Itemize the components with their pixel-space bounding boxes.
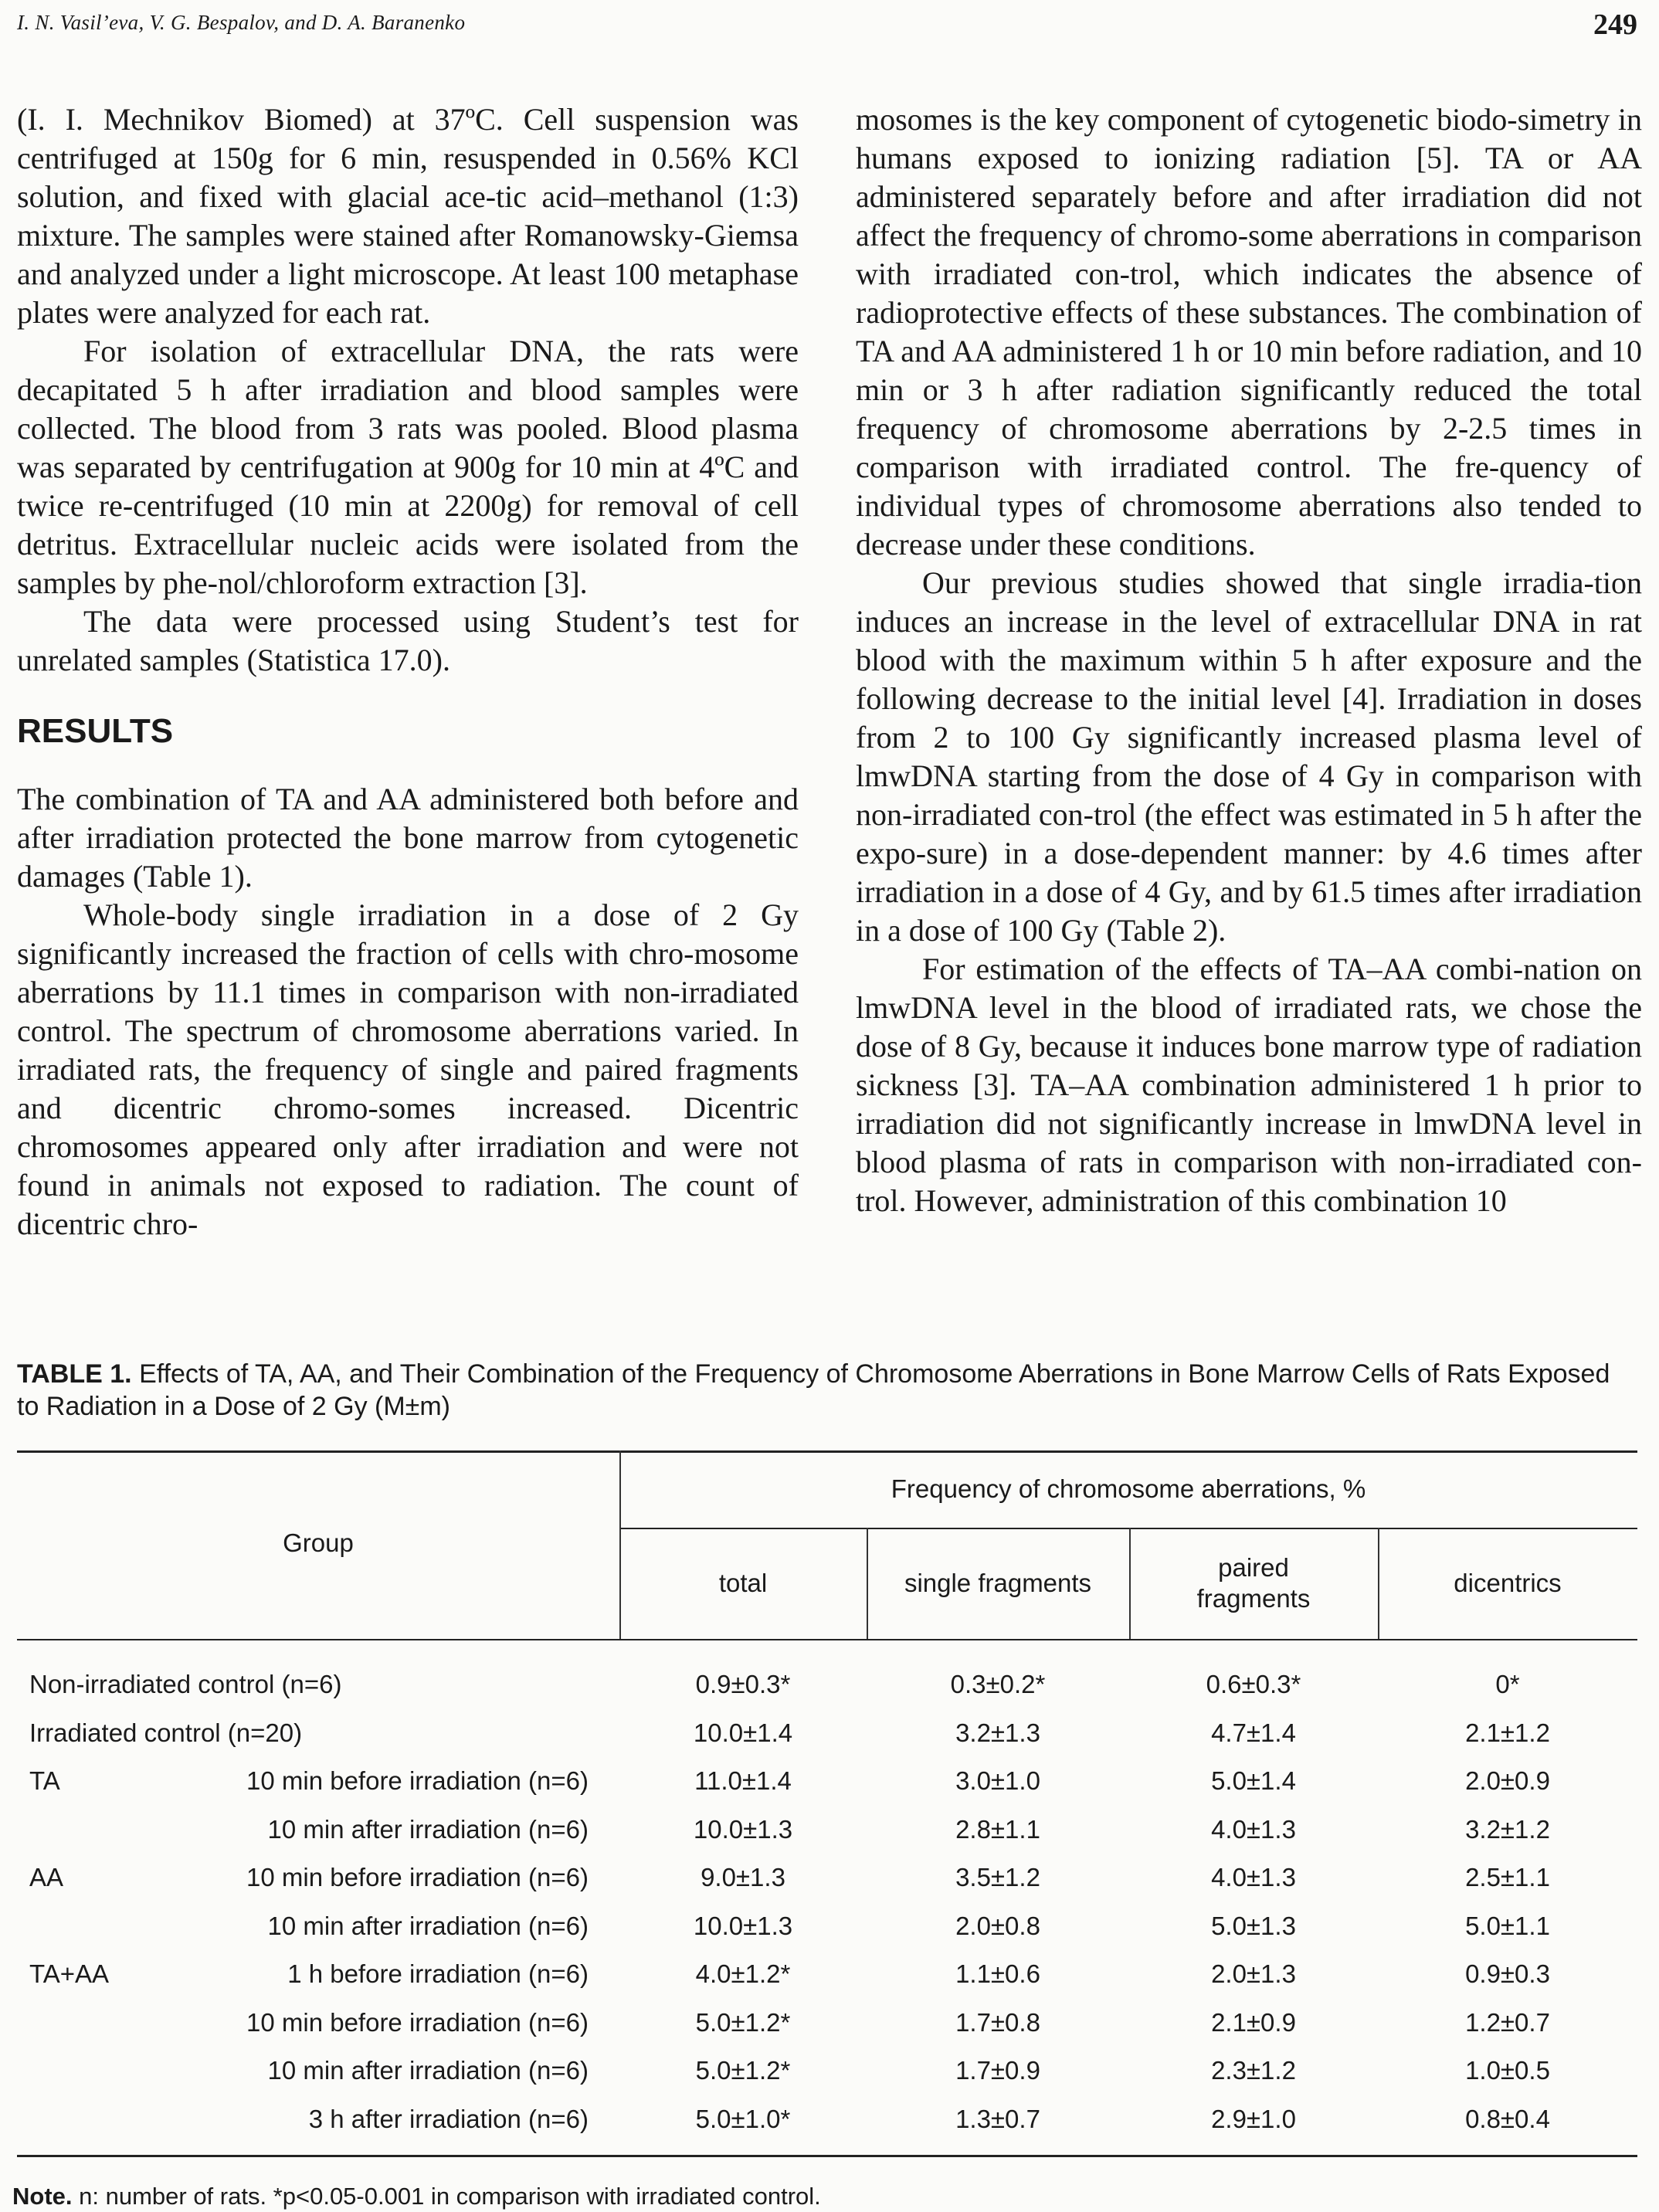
table-cell: 3.2±1.2 (1465, 1814, 1550, 1844)
paragraph: mosomes is the key component of cytogenetic biodo-simetry in humans exposed to ionizing radiation [5]. TA or AA administered separately before and after irradiation did not affect the frequency of chromo-some aberrations in comparison with irradiated con-trol, which indicates the absence of radioprotective effects of these substances. The combination of TA and AA administered 1 h or 10 min before radiation, and 10 min or 3 h after radiation significantly reduced the total frequency of chromosome aberrations by 2-2.5 times in comparison with irradiated control. The fre-quency of individual types of chromosome aberrations also tended to decrease under these conditions. (856, 102, 1642, 561)
page-number: 249 (1593, 8, 1637, 41)
table-cell: 4.0±1.2* (695, 1959, 791, 1988)
table-cell: 1.1±0.6 (955, 1959, 1040, 1988)
table-rule (17, 2155, 1637, 2157)
table-cell: 5.0±1.0* (695, 2104, 791, 2133)
table-cell: 1.7±0.9 (955, 2056, 1040, 2085)
table-caption (17, 1358, 1639, 1423)
table-caption-text: Effects of TA, AA, and Their Combination of the Frequency of Chromosome Aberrations in Bone Marrow Cells of Rats Exposed to Radiation in a Dose of 2 Gy (M±m) (17, 1359, 1610, 1421)
table-rule (17, 1450, 1637, 1453)
table-cell: 11.0±1.4 (694, 1766, 792, 1795)
row-group-label: TA+AA (29, 1959, 110, 1988)
table-cell: 4.0±1.3 (1211, 1814, 1296, 1844)
table-cell: 0.9±0.3 (1465, 1959, 1550, 1988)
running-header-authors: I. N. Vasil’eva, V. G. Bespalov, and D. A. Baranenko (17, 11, 466, 34)
table-cell: 4.0±1.3 (1211, 1863, 1296, 1891)
row-group-label: Irradiated control (n=20) (29, 1718, 303, 1747)
row-condition-label: 10 min before irradiation (n=6) (246, 2007, 589, 2037)
table-cell: 9.0±1.3 (701, 1863, 785, 1891)
note-label: Note. (12, 2183, 73, 2210)
section-heading: RESULTS (17, 712, 174, 750)
table-cell: 2.0±0.9 (1465, 1766, 1550, 1795)
table-rule (17, 1639, 1637, 1640)
table-cell: 1.3±0.7 (955, 2104, 1040, 2133)
table-cell: 2.0±1.3 (1211, 1959, 1296, 1988)
table-cell: 10.0±1.3 (693, 1814, 793, 1844)
table-cell: 0* (1495, 1670, 1520, 1698)
row-condition-label: 10 min after irradiation (n=6) (267, 1814, 589, 1844)
table-cell: 5.0±1.2* (695, 2007, 791, 2037)
table-cell: 5.0±1.4 (1211, 1766, 1296, 1795)
paragraph: The combination of TA and AA administered both before and after irradiation protected the bone marrow from cytogenetic damages (Table 1). (17, 782, 799, 894)
paragraph: Our previous studies showed that single irradia-tion induces an increase in the level of extracellular DNA in rat blood with the maximum within 5 h after exposure and the following decrease to the initial level [4]. Irradiation in doses from 2 to 100 Gy significantly increased plasma level of lmwDNA starting from the dose of 4 Gy in comparison with non-irradiated con-trol (the effect was estimated in 5 h after the expo-sure) in a dose-dependent manner: by 4.6 times after irradiation in a dose of 4 Gy, and by 61.5 times after irradiation in a dose of 100 Gy (Table 2). (856, 565, 1642, 948)
table-cell: 2.3±1.2 (1211, 2056, 1296, 2085)
table-cell: 2.8±1.1 (955, 1814, 1040, 1844)
table-cell: 5.0±1.3 (1211, 1911, 1296, 1940)
note-text: n: number of rats. *p<0.05-0.001 in comparison with irradiated control. (79, 2183, 821, 2210)
paragraph: The data were processed using Student’s test for unrelated samples (Statistica 17.0). (17, 604, 799, 677)
column-header: single fragments (904, 1569, 1092, 1597)
column-header: dicentrics (1454, 1569, 1562, 1597)
table-cell: 2.1±1.2 (1465, 1718, 1550, 1747)
row-condition-label: 10 min before irradiation (n=6) (246, 1766, 589, 1795)
table-cell: 0.6±0.3* (1206, 1670, 1301, 1698)
row-condition-label: 10 min before irradiation (n=6) (246, 1863, 589, 1891)
table-label: TABLE 1. (17, 1359, 132, 1389)
table-cell: 4.7±1.4 (1211, 1718, 1296, 1747)
row-condition-label: 10 min after irradiation (n=6) (267, 2056, 589, 2085)
table-cell: 3.5±1.2 (955, 1863, 1040, 1891)
paragraph: For isolation of extracellular DNA, the rats were decapitated 5 h after irradiation and blood samples were collected. The blood from 3 rats was pooled. Blood plasma was separated by centrifugation at 900g for 10 min at 4ºC and twice re-centrifuged (10 min at 2200g) for removal of cell detritus. Extracellular nucleic acids were isolated from the samples by phe-nol/chloroform extraction [3]. (17, 334, 799, 600)
column-header: total (718, 1569, 768, 1597)
row-group-label: TA (29, 1766, 60, 1795)
group-header: Group (283, 1528, 354, 1557)
table-cell: 2.1±0.9 (1211, 2007, 1296, 2037)
paragraph: Whole-body single irradiation in a dose of 2 Gy significantly increased the fraction of cells with chro-mosome aberrations by 11.1 times in comparison with non-irradiated control. The spectrum of chromosome aberrations varied. In irradiated rats, the frequency of single and paired fragments and dicentric chromo-somes increased. Dicentric chromosomes appeared only after irradiation and were not found in animals not exposed to radiation. The count of dicentric chro- (17, 897, 799, 1241)
running-header (17, 8, 1637, 49)
left-column (17, 100, 799, 1243)
table-rule (619, 1528, 1637, 1529)
table-cell: 0.3±0.2* (950, 1670, 1046, 1698)
table-cell: 10.0±1.4 (693, 1718, 793, 1747)
table-cell: 10.0±1.3 (693, 1911, 793, 1940)
row-group-label: AA (29, 1863, 64, 1891)
paragraph: (I. I. Mechnikov Biomed) at 37ºC. Cell suspension was centrifuged at 150g for 6 min, resuspended in 0.56% KCl solution, and fixed with glacial ace-tic acid–methanol (1:3) mixture. The samples were stained after Romanowsky-Giemsa and analyzed under a light microscope. At least 100 metaphase plates were analyzed for each rat. (17, 102, 799, 330)
row-group-label: Non-irradiated control (n=6) (29, 1670, 342, 1698)
row-condition-label: 1 h before irradiation (n=6) (287, 1959, 589, 1988)
table-cell: 0.9±0.3* (695, 1670, 791, 1698)
table-cell: 0.8±0.4 (1465, 2104, 1550, 2133)
table-cell: 1.7±0.8 (955, 2007, 1040, 2037)
frequency-header: Frequency of chromosome aberrations, % (891, 1474, 1366, 1503)
table-cell: 3.2±1.3 (955, 1718, 1040, 1747)
table-cell: 1.2±0.7 (1465, 2007, 1550, 2037)
table-cell: 2.9±1.0 (1211, 2104, 1296, 2133)
row-condition-label: 10 min after irradiation (n=6) (267, 1911, 589, 1940)
column-header: paired fragments (1196, 1553, 1311, 1613)
table-cell: 5.0±1.2* (695, 2056, 791, 2085)
row-condition-label: 3 h after irradiation (n=6) (308, 2104, 589, 2133)
table-cell: 2.5±1.1 (1465, 1863, 1550, 1891)
table-cell: 3.0±1.0 (955, 1766, 1040, 1795)
table-cell: 5.0±1.1 (1465, 1911, 1550, 1940)
table-cell: 2.0±0.8 (955, 1911, 1040, 1940)
table-note (12, 2183, 821, 2210)
paragraph: For estimation of the effects of TA–AA combi-nation on lmwDNA level in the blood of irradiated rats, we chose the dose of 8 Gy, because it induces bone marrow type of radiation sickness [3]. TA–AA combination administered 1 h prior to irradiation did not significantly increase in lmwDNA level in blood plasma of rats in comparison with non-irradiated con-trol. However, administration of this combination 10 (856, 952, 1642, 1218)
table-cell: 1.0±0.5 (1465, 2056, 1550, 2085)
right-column (856, 100, 1642, 1220)
